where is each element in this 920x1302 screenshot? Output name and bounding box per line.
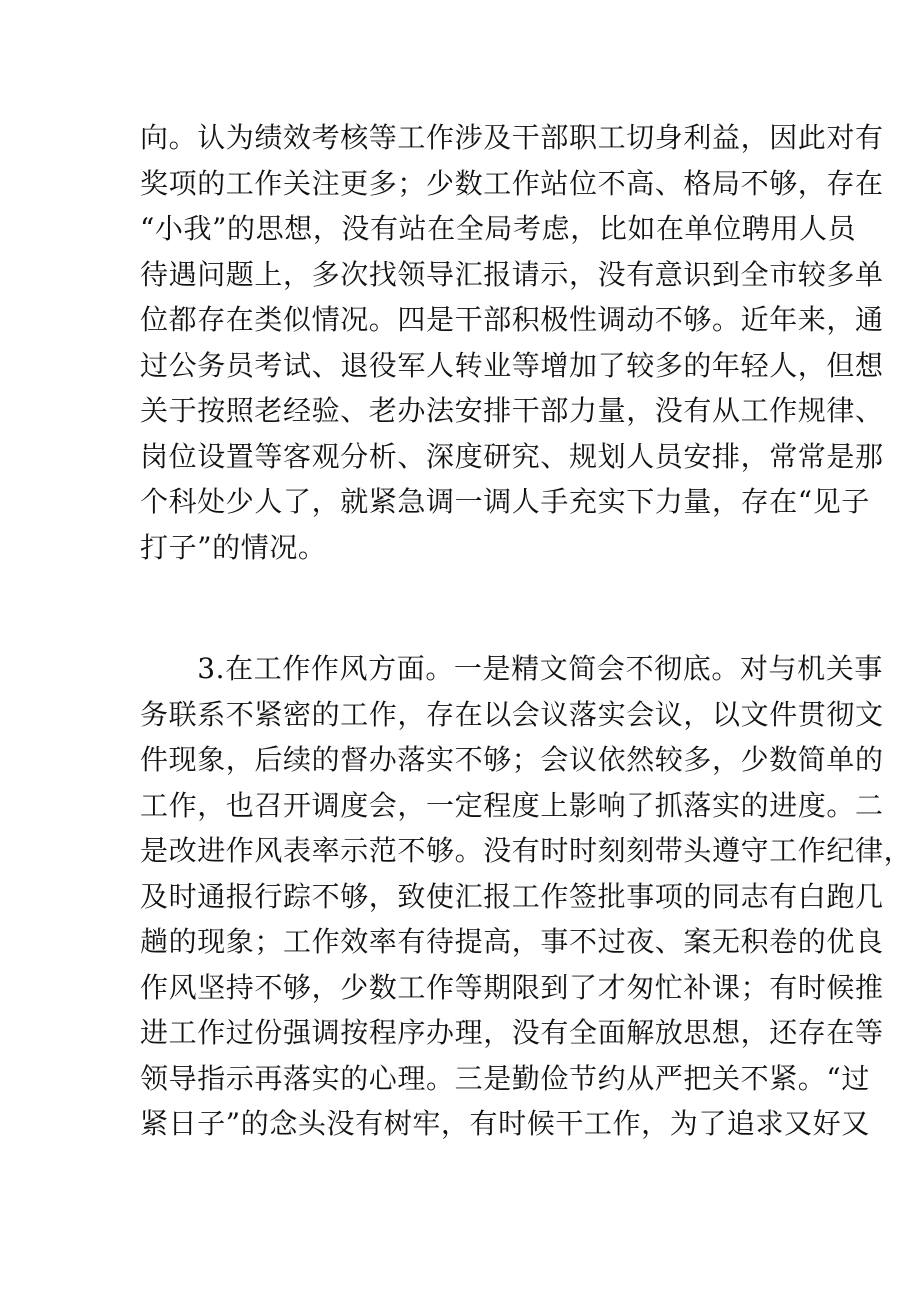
text-line: 个科处少人了，就紧急调一调人手充实下力量，存在“见子 [140, 485, 870, 518]
text-line: 进工作过份强调按程序办理，没有全面解放思想，还存在等 [140, 1016, 884, 1049]
text-line: 位都存在类似情况。四是干部积极性调动不够。近年来，通 [140, 303, 884, 336]
text-line: 工作，也召开调度会，一定程度上影响了抓落实的进度。二 [140, 788, 884, 822]
text-line: 件现象，后续的督办落实不够；会议依然较多，少数简单的 [140, 743, 884, 776]
text-line: “小我”的思想，没有站在全局考虑，比如在单位聘用人员 [140, 212, 857, 245]
text-line: 3.在工作作风方面。一是精文简会不彻底。对与机关事 [140, 652, 883, 685]
text-line: 过公务员考试、退役军人转业等增加了较多的年轻人，但想 [140, 348, 884, 382]
text-line: 打子”的情况。 [140, 530, 327, 564]
text-line: 务联系不紧密的工作，存在以会议落实会议，以文件贯彻文 [140, 697, 884, 731]
paragraph-1 [140, 115, 884, 570]
text-line: 岗位设置等客观分析、深度研究、规划人员安排，常常是那 [140, 439, 884, 473]
paragraph-2 [140, 646, 913, 1147]
text-line: 趟的现象；工作效率有待提高，事不过夜、案无积卷的优良 [140, 925, 884, 958]
text-line: 及时通报行踪不够，致使汇报工作签批事项的同志有白跑几 [140, 879, 884, 913]
text-line: 奖项的工作关注更多；少数工作站位不高、格局不够，存在 [140, 166, 884, 200]
text-line: 紧日子”的念头没有树牢，有时候干工作，为了追求又好又 [140, 1107, 870, 1140]
text-line: 领导指示再落实的心理。三是勤俭节约从严把关不紧。“过 [140, 1061, 870, 1095]
text-line: 待遇问题上，多次找领导汇报请示，没有意识到全市较多单 [140, 257, 884, 291]
text-line: 向。认为绩效考核等工作涉及干部职工切身利益，因此对有 [140, 121, 884, 154]
text-line: 是改进作风表率示范不够。没有时时刻刻带头遵守工作纪律， [140, 834, 913, 867]
text-line: 关于按照老经验、老办法安排干部力量，没有从工作规律、 [140, 394, 884, 427]
text-line: 作风坚持不够，少数工作等期限到了才匆忙补课；有时候推 [140, 970, 884, 1004]
